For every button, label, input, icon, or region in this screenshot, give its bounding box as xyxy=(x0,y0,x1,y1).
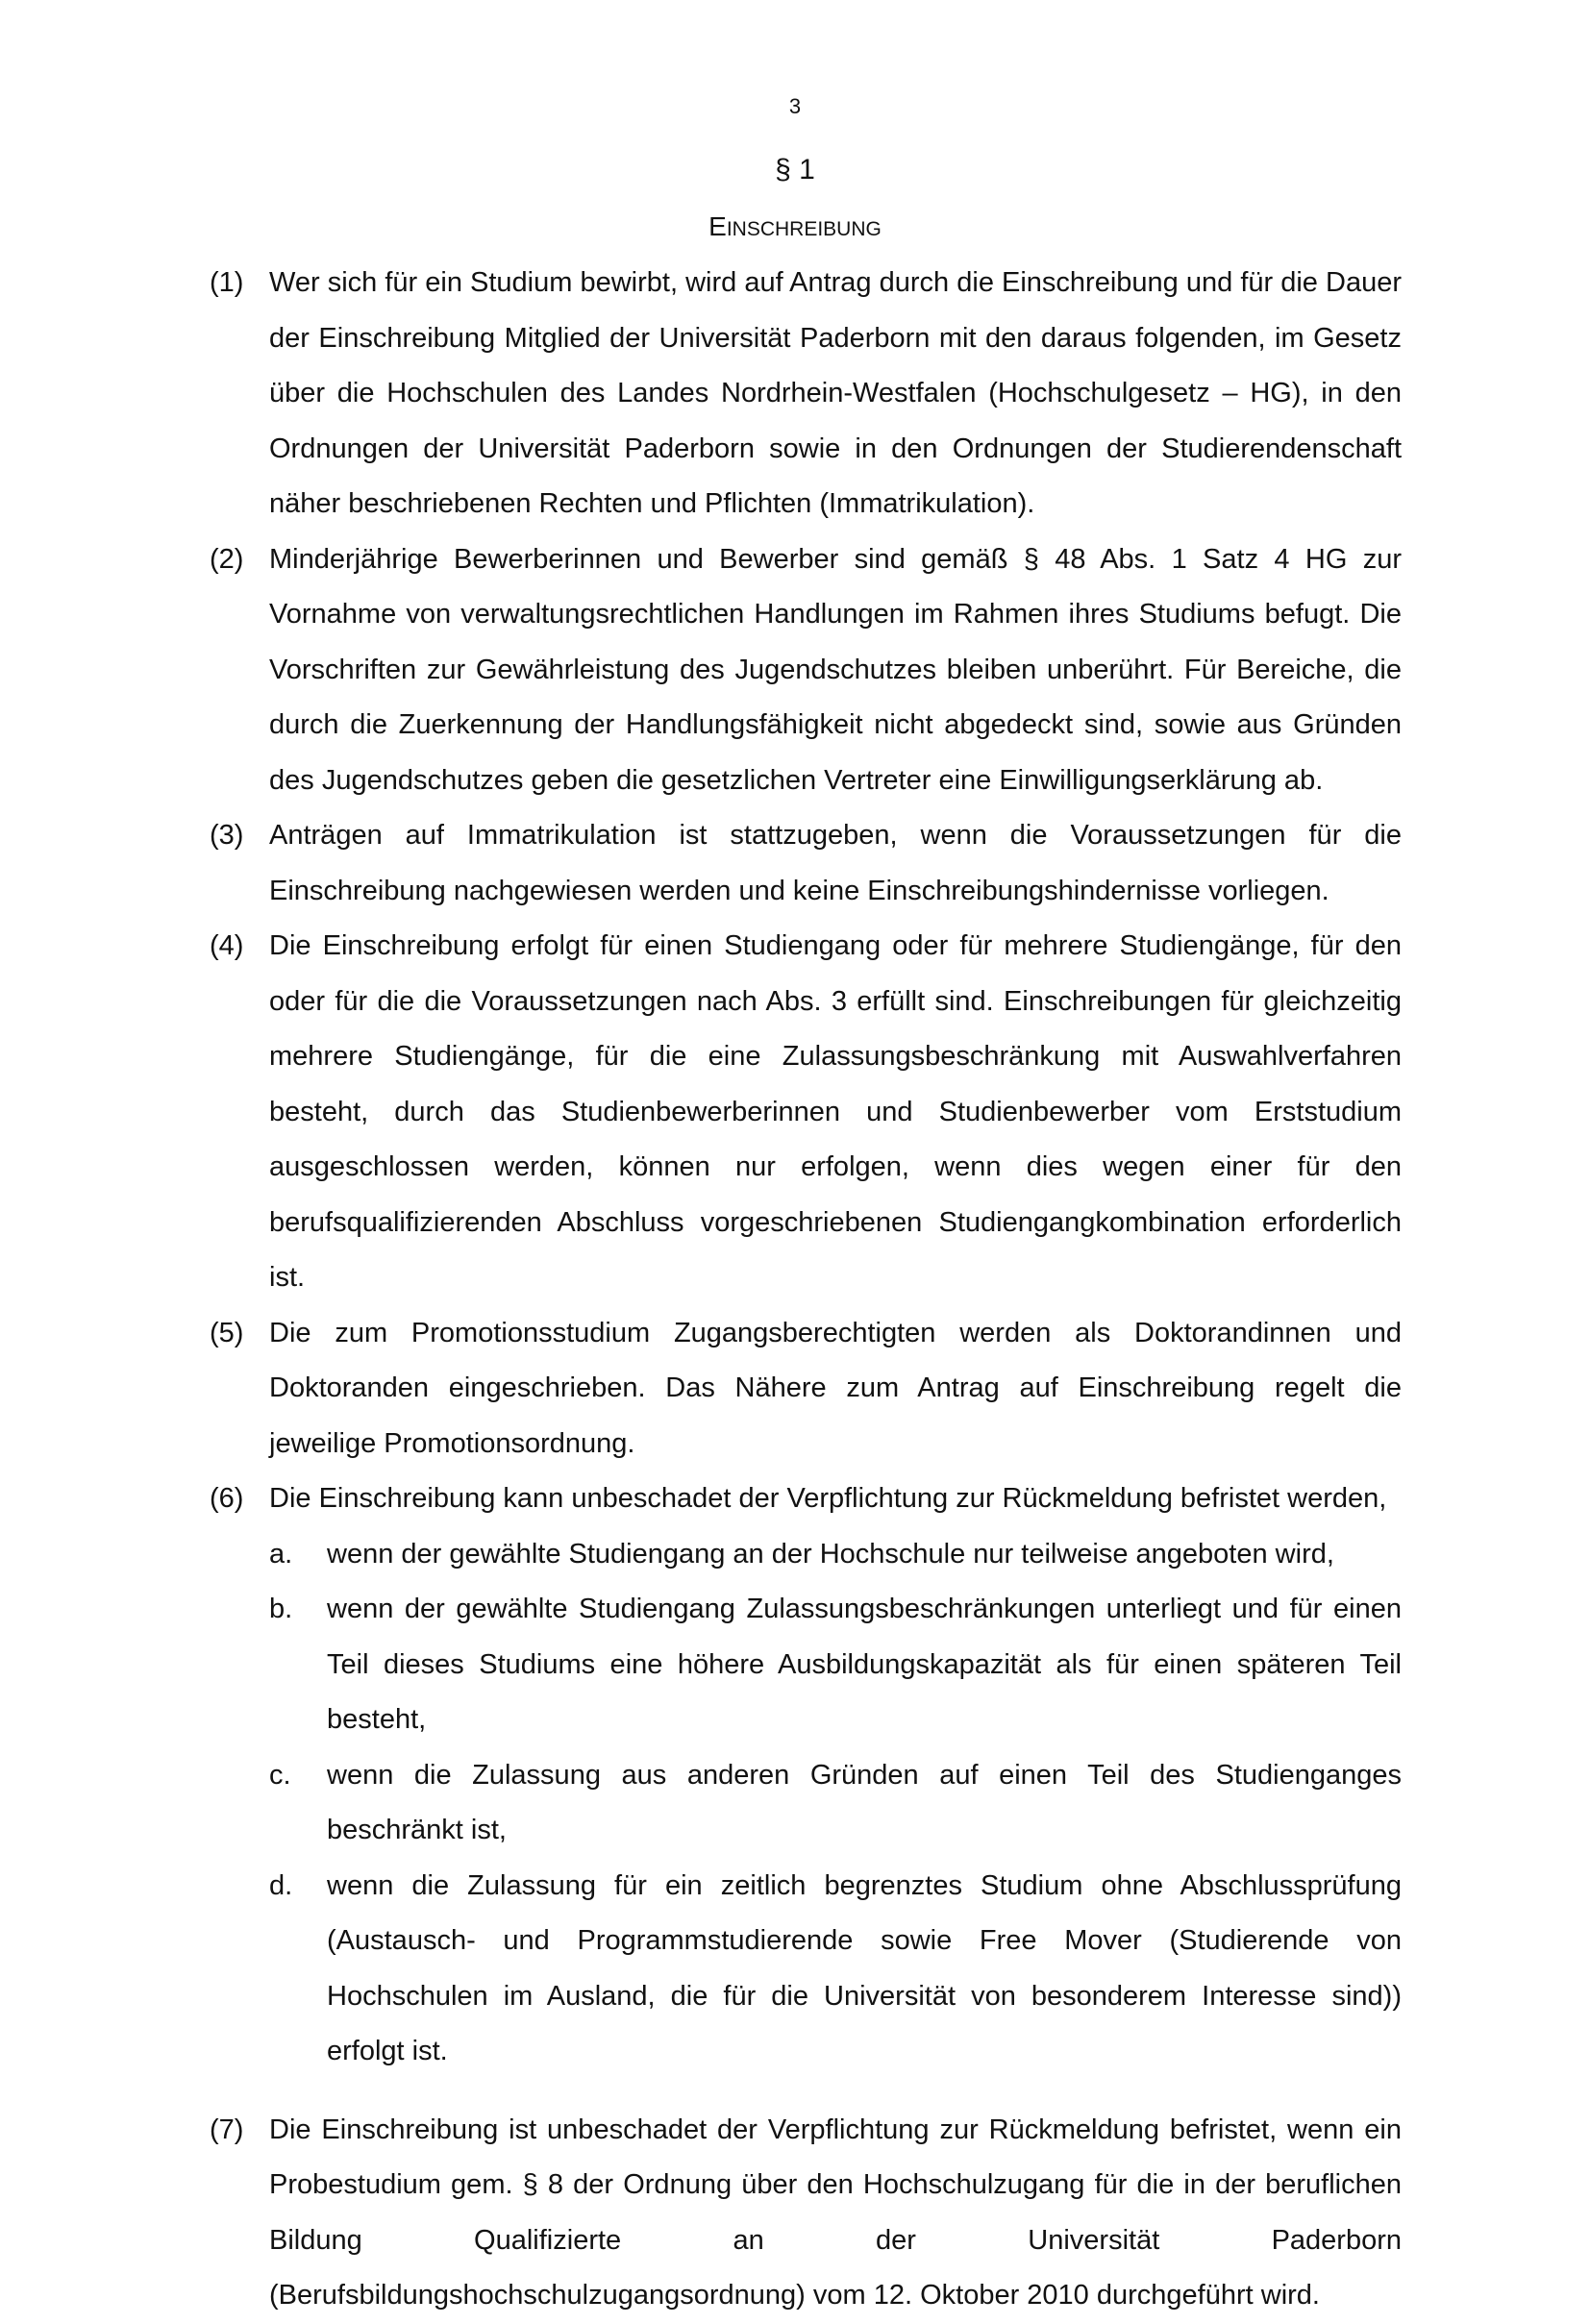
paragraph-7 xyxy=(210,2103,1402,2324)
paragraph-text: Die Einschreibung kann unbeschadet der Verpflichtung zur Rückmeldung befristet werden, xyxy=(269,1483,1387,1514)
paragraph-text: Wer sich für ein Studium bewirbt, wird auf Antrag durch die Einschreibung und für die Dauer der Einschreibung Mitglied der Universität Paderborn mit den daraus folgenden, im Gesetz über die Hochschulen des Landes Nordrhein-Westfalen (Hochschulgesetz – HG), in den Ordnungen der Universität Paderborn sowie in den Ordnungen der Studierendenschaft näher beschriebenen Rechten und Pflichten (Immatrikulation). xyxy=(269,267,1402,519)
section-number: § 1 xyxy=(775,154,815,185)
paragraph-3 xyxy=(210,808,1402,919)
paragraph-text: Minderjährige Bewerberinnen und Bewerber sind gemäß § 48 Abs. 1 Satz 4 HG zur Vornahme von verwaltungsrechtlichen Handlungen im Rahmen ihres Studiums befugt. Die Vorschriften zur Gewährleistung des Jugendschutzes bleiben unberührt. Für Bereiche, die durch die Zuerkennung der Handlungsfähigkeit nicht abgedeckt sind, sowie aus Gründen des Jugendschutzes geben die gesetzlichen Vertreter eine Einwilligungserklärung ab. xyxy=(269,543,1402,796)
paragraph-number: (1) xyxy=(210,267,244,298)
list-item-text: wenn der gewählte Studiengang Zulassungsbeschränkungen unterliegt und für einen Teil dieses Studiums eine höhere Ausbildungskapazität als für einen späteren Teil besteht, xyxy=(327,1594,1402,1735)
section-title-rest: INSCHREIBUNG xyxy=(726,218,882,240)
paragraph-number: (2) xyxy=(210,543,244,575)
list-item-text: wenn die Zulassung aus anderen Gründen auf einen Teil des Studienganges beschränkt ist, xyxy=(327,1759,1402,1845)
paragraph-5 xyxy=(210,1306,1402,1472)
list-item-text: wenn die Zulassung für ein zeitlich begrenztes Studium ohne Abschlussprüfung (Austausch- und Programmstudierende sowie Free Mover (Studierende von Hochschulen im Ausland, die für die Universität von besonderem Interesse sind)) erfolgt ist. xyxy=(327,1869,1402,2066)
paragraph-1 xyxy=(210,256,1402,532)
list-item-text: wenn der gewählte Studiengang an der Hochschule nur teilweise angeboten wird, xyxy=(327,1538,1334,1570)
list-item xyxy=(210,1748,1402,1859)
paragraph-4 xyxy=(210,919,1402,1306)
paragraph-6-sublist xyxy=(210,1527,1402,2080)
paragraph-6 xyxy=(210,1471,1402,1527)
list-item-letter: d. xyxy=(269,1869,293,1901)
paragraph-text: Die zum Promotionsstudium Zugangsberechtigten werden als Doktorandinnen und Doktoranden eingeschrieben. Das Nähere zum Antrag auf Einschreibung regelt die jeweilige Promotionsordnung. xyxy=(269,1317,1402,1459)
paragraph-number: (4) xyxy=(210,930,244,961)
paragraph-number: (3) xyxy=(210,820,244,851)
paragraph-number: (7) xyxy=(210,2114,244,2145)
section-title-initial: E xyxy=(708,211,727,241)
list-item xyxy=(210,1859,1402,2080)
list-item xyxy=(210,1527,1402,1583)
list-item-letter: c. xyxy=(269,1759,291,1791)
spacer xyxy=(210,2080,1402,2103)
paragraph-list xyxy=(210,256,1402,2324)
paragraph-2 xyxy=(210,532,1402,809)
paragraph-text: Anträgen auf Immatrikulation ist stattzugeben, wenn die Voraussetzungen für die Einschreibung nachgewiesen werden und keine Einschreibungshindernisse vorliegen. xyxy=(269,820,1402,906)
page-number: 3 xyxy=(788,94,802,118)
paragraph-text: Die Einschreibung erfolgt für einen Studiengang oder für mehrere Studiengänge, für den oder für die die Voraussetzungen nach Abs. 3 erfüllt sind. Einschreibungen für gleichzeitig mehrere Studiengänge, für die eine Zulassungsbeschränkung mit Auswahlverfahren besteht, durch das Studienbewerberinnen und Studienbewerber vom Erststudium ausgeschlossen werden, können nur erfolgen, wenn dies wegen einer für den berufsqualifizierenden Abschluss vorgeschriebenen Studiengangkombination erforderlich ist. xyxy=(269,930,1402,1293)
section-title xyxy=(0,211,1590,242)
paragraph-number: (6) xyxy=(210,1483,244,1514)
paragraph-number: (5) xyxy=(210,1317,244,1348)
list-item xyxy=(210,1582,1402,1748)
list-item-letter: a. xyxy=(269,1538,293,1570)
list-item-letter: b. xyxy=(269,1594,293,1624)
paragraph-text: Die Einschreibung ist unbeschadet der Verpflichtung zur Rückmeldung befristet, wenn ein Probestudium gem. § 8 der Ordnung über den Hochschulzugang für die in der beruflichen Bildung Qualifizierte an der Universität Paderborn (Berufsbildungshochschulzugangsordnung) vom 12. Oktober 2010 durchgeführt wird. xyxy=(269,2114,1402,2311)
